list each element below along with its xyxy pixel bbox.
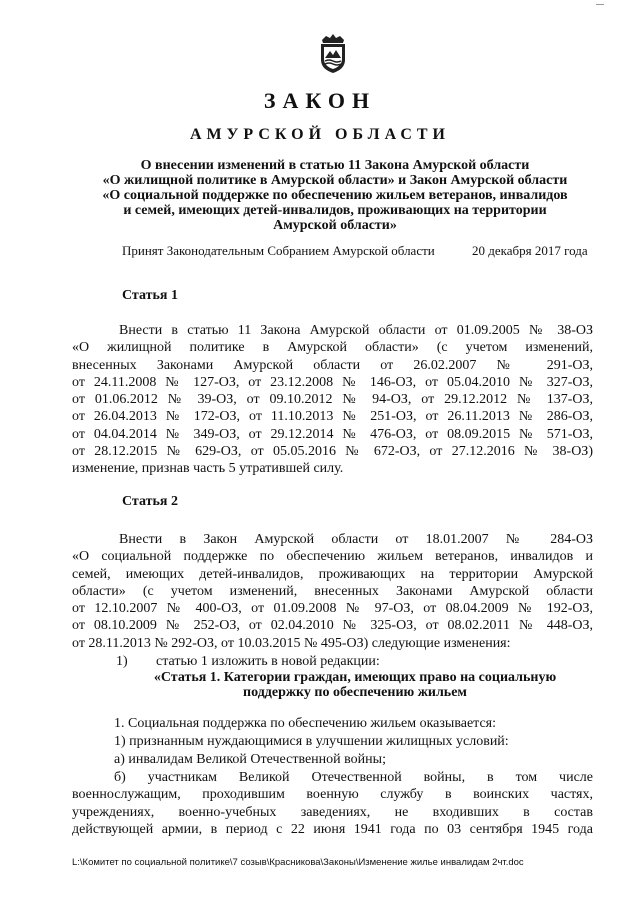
law-title-line: «О социальной поддержке по обеспечению жильем ветеранов, инвалидов [102, 188, 568, 203]
text-line: от 01.06.2012 № 39-ОЗ, от 09.10.2012 № 94-ОЗ, от 29.12.2012 № 137-ОЗ, [72, 392, 593, 408]
text-line: внесенных Законами Амурской области от 26.02.2007 № 291-ОЗ, [72, 357, 593, 373]
new-article-title-line: поддержку по обеспечению жильем [243, 685, 467, 700]
law-title-line: Амурской области» [273, 218, 397, 233]
text-line: от 04.04.2014 № 349-ОЗ, от 29.12.2014 № 476-ОЗ, от 08.09.2015 № 571-ОЗ, [72, 426, 593, 442]
law-title-line: О внесении изменений в статью 11 Закона Амурской области [140, 158, 530, 173]
scan-margin-mark [596, 0, 604, 5]
article-2-title: Статья 2 [122, 494, 178, 509]
article-1-text [72, 322, 593, 478]
text-line: от 28.11.2013 № 292-ОЗ, от 10.03.2015 № 495-ОЗ) следующие изменения: [72, 635, 511, 651]
text-line: семей, имеющих детей-инвалидов, проживающих на территории Амурской [72, 566, 593, 582]
article-1-title: Статья 1 [122, 288, 178, 303]
new-article-title-line: «Статья 1. Категории граждан, имеющих право на социальную [153, 670, 557, 685]
text-line: 1) признанным нуждающимися в улучшении жилищных условий: [114, 734, 509, 749]
text-line: «О жилищной политике в Амурской области» (с учетом изменений, [72, 340, 593, 356]
document-type-title: ЗАКОН [263, 88, 377, 113]
file-path-footer: L:\Комитет по социальной политике\7 созыв\Красникова\Законы\Изменение жилье инвалидам 2чт.doc [72, 857, 524, 868]
law-title [70, 158, 600, 233]
item-number: 1) [116, 654, 128, 669]
text-line: а) инвалидам Великой Отечественной войны; [114, 752, 386, 767]
text-line: б) участникам Великой Отечественной войны, в том числе [114, 770, 593, 785]
text-line: изменение, признав часть 5 утратившей силу. [72, 461, 344, 477]
text-line: действующей армии, в период с 22 июня 1941 года по 03 сентября 1945 года [72, 821, 593, 837]
text-line: от 08.10.2009 № 252-ОЗ, от 02.04.2010 № 325-ОЗ, от 08.02.2011 № 448-ОЗ, [72, 618, 593, 634]
text-line: Внести в статью 11 Закона Амурской области от 01.09.2005 № 38-ОЗ [119, 323, 593, 338]
text-line: военнослужащим, проходившим военную службу в воинских частях, [72, 787, 593, 803]
text-line: области» (с учетом изменений, внесенных Законами Амурской области [72, 583, 593, 599]
subitem-b-text [72, 769, 593, 838]
text-line: 1. Социальная поддержка по обеспечению жильем оказывается: [114, 716, 496, 731]
text-line: учреждениях, военно-учебных заведениях, не входивших в состав [72, 804, 593, 820]
accepted-by: Принят Законодательным Собранием Амурской области [122, 243, 435, 258]
accepted-date: 20 декабря 2017 года [472, 243, 588, 258]
coat-of-arms-icon [316, 32, 350, 74]
new-article-title [120, 670, 590, 700]
article-2-text [72, 531, 593, 652]
law-title-line: «О жилищной политике в Амурской области» и Закон Амурской области [102, 173, 568, 188]
amendment-item-1 [116, 654, 380, 670]
text-line: от 28.12.2015 № 629-ОЗ, от 05.05.2016 № 672-ОЗ, от 27.12.2016 № 38-ОЗ) [72, 444, 593, 460]
text-line: от 12.10.2007 № 400-ОЗ, от 01.09.2008 № 97-ОЗ, от 08.04.2009 № 192-ОЗ, [72, 601, 593, 617]
region-subtitle: АМУРСКОЙ ОБЛАСТИ [190, 126, 450, 143]
text-line: Внести в Закон Амурской области от 18.01.2007 № 284-ОЗ [119, 532, 593, 547]
text-line: от 26.04.2013 № 172-ОЗ, от 11.10.2013 № 251-ОЗ, от 26.11.2013 № 286-ОЗ, [72, 409, 593, 425]
law-title-line: и семей, имеющих детей-инвалидов, проживающих на территории [123, 203, 547, 218]
text-line: от 24.11.2008 № 127-ОЗ, от 23.12.2008 № 146-ОЗ, от 05.04.2010 № 327-ОЗ, [72, 374, 593, 390]
item-text: статью 1 изложить в новой редакции: [156, 654, 380, 669]
text-line: «О социальной поддержке по обеспечению жильем ветеранов, инвалидов и [72, 549, 593, 565]
